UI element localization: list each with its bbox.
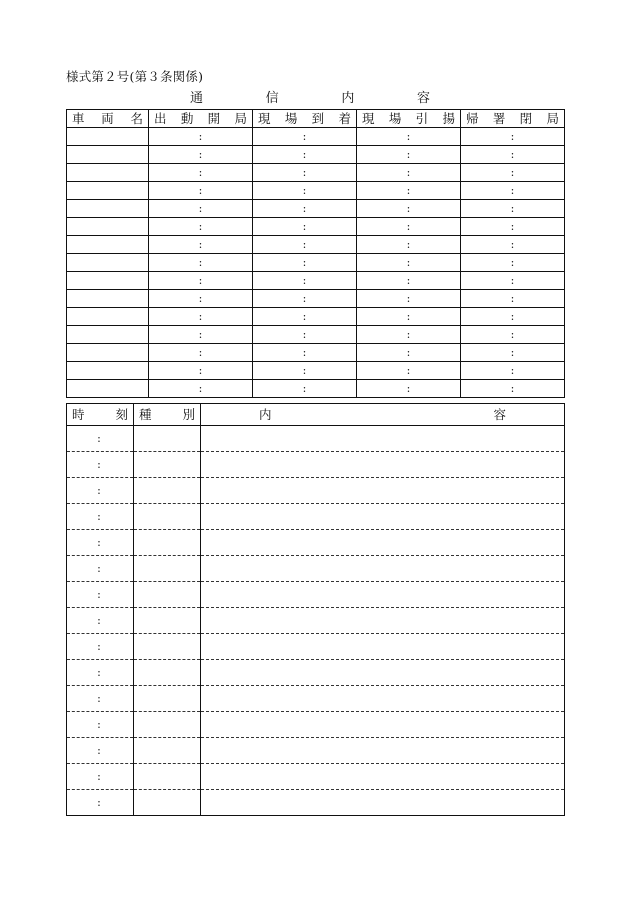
time-separator: : bbox=[510, 274, 515, 287]
time-cell[interactable] bbox=[461, 200, 565, 218]
vehicle-name-cell[interactable] bbox=[67, 182, 149, 200]
log-row bbox=[67, 478, 565, 504]
header-vehicle-name bbox=[67, 110, 149, 128]
time-separator: : bbox=[302, 166, 307, 179]
time-separator: : bbox=[97, 432, 101, 445]
header-char: 着 bbox=[338, 111, 351, 126]
time-separator: : bbox=[97, 484, 101, 497]
time-separator: : bbox=[198, 382, 203, 395]
time-cell[interactable] bbox=[149, 254, 253, 272]
log-time-cell[interactable] bbox=[67, 738, 134, 764]
time-cell[interactable] bbox=[357, 272, 461, 290]
time-cell[interactable] bbox=[357, 380, 461, 398]
time-separator: : bbox=[406, 166, 411, 179]
vehicle-name-cell[interactable] bbox=[67, 380, 149, 398]
time-separator: : bbox=[302, 346, 307, 359]
time-separator: : bbox=[406, 364, 411, 377]
log-row bbox=[67, 426, 565, 452]
vehicle-name-cell[interactable] bbox=[67, 254, 149, 272]
log-type-cell[interactable] bbox=[134, 634, 201, 660]
log-row bbox=[67, 582, 565, 608]
log-time-cell[interactable] bbox=[67, 530, 134, 556]
header-type bbox=[134, 404, 201, 426]
time-separator: : bbox=[302, 310, 307, 323]
time-separator: : bbox=[198, 238, 203, 251]
time-separator: : bbox=[198, 202, 203, 215]
time-separator: : bbox=[97, 510, 101, 523]
log-content-cell[interactable] bbox=[201, 504, 565, 530]
communication-log-table bbox=[66, 403, 565, 816]
time-cell[interactable] bbox=[149, 218, 253, 236]
time-cell[interactable] bbox=[357, 218, 461, 236]
header-char: 名 bbox=[130, 111, 143, 126]
log-content-cell[interactable] bbox=[201, 712, 565, 738]
time-cell[interactable] bbox=[461, 308, 565, 326]
log-time-cell[interactable] bbox=[67, 790, 134, 816]
time-separator: : bbox=[97, 692, 101, 705]
time-cell[interactable] bbox=[357, 290, 461, 308]
vehicle-name-cell[interactable] bbox=[67, 236, 149, 254]
time-separator: : bbox=[198, 346, 203, 359]
time-separator: : bbox=[97, 770, 101, 783]
log-type-cell[interactable] bbox=[134, 686, 201, 712]
time-separator: : bbox=[406, 310, 411, 323]
time-separator: : bbox=[302, 184, 307, 197]
log-row bbox=[67, 530, 565, 556]
time-separator: : bbox=[198, 148, 203, 161]
time-cell[interactable] bbox=[461, 146, 565, 164]
log-row bbox=[67, 504, 565, 530]
time-separator: : bbox=[97, 614, 101, 627]
time-separator: : bbox=[510, 220, 515, 233]
log-time-cell[interactable] bbox=[67, 426, 134, 452]
time-separator: : bbox=[198, 166, 203, 179]
time-cell[interactable] bbox=[149, 290, 253, 308]
time-cell[interactable] bbox=[461, 290, 565, 308]
time-cell[interactable] bbox=[253, 254, 357, 272]
time-cell[interactable] bbox=[357, 182, 461, 200]
time-cell[interactable] bbox=[357, 308, 461, 326]
log-row bbox=[67, 712, 565, 738]
log-type-cell[interactable] bbox=[134, 478, 201, 504]
header-dispatch-departure bbox=[149, 110, 253, 128]
time-separator: : bbox=[198, 256, 203, 269]
header-char: 時 bbox=[72, 407, 85, 422]
log-time-cell[interactable] bbox=[67, 504, 134, 530]
vehicle-row bbox=[67, 236, 565, 254]
time-separator: : bbox=[406, 148, 411, 161]
time-separator: : bbox=[302, 292, 307, 305]
time-separator: : bbox=[406, 382, 411, 395]
log-type-cell[interactable] bbox=[134, 738, 201, 764]
time-separator: : bbox=[510, 166, 515, 179]
time-separator: : bbox=[302, 274, 307, 287]
time-cell[interactable] bbox=[461, 254, 565, 272]
header-char: 両 bbox=[101, 111, 114, 126]
header-char: 帰 bbox=[466, 111, 479, 126]
vehicle-row bbox=[67, 182, 565, 200]
vehicle-name-cell[interactable] bbox=[67, 272, 149, 290]
time-separator: : bbox=[302, 364, 307, 377]
time-separator: : bbox=[510, 310, 515, 323]
log-row bbox=[67, 556, 565, 582]
header-scene-withdrawal bbox=[357, 110, 461, 128]
time-separator: : bbox=[302, 328, 307, 341]
log-row bbox=[67, 660, 565, 686]
time-cell[interactable] bbox=[461, 272, 565, 290]
header-char: 容 bbox=[493, 407, 506, 422]
vehicle-row bbox=[67, 326, 565, 344]
log-content-cell[interactable] bbox=[201, 660, 565, 686]
time-cell[interactable] bbox=[357, 236, 461, 254]
time-cell[interactable] bbox=[461, 182, 565, 200]
time-separator: : bbox=[406, 328, 411, 341]
log-type-cell[interactable] bbox=[134, 452, 201, 478]
vehicle-name-cell[interactable] bbox=[67, 128, 149, 146]
time-separator: : bbox=[97, 640, 101, 653]
time-cell[interactable] bbox=[253, 362, 357, 380]
time-separator: : bbox=[302, 382, 307, 395]
log-time-cell[interactable] bbox=[67, 660, 134, 686]
time-separator: : bbox=[198, 364, 203, 377]
time-cell[interactable] bbox=[357, 146, 461, 164]
time-separator: : bbox=[406, 256, 411, 269]
time-separator: : bbox=[406, 184, 411, 197]
time-cell[interactable] bbox=[149, 380, 253, 398]
header-char: 場 bbox=[284, 111, 298, 126]
vehicle-row bbox=[67, 290, 565, 308]
time-cell[interactable] bbox=[357, 344, 461, 362]
header-char: 動 bbox=[180, 111, 194, 126]
header-char: 揚 bbox=[442, 111, 455, 126]
time-separator: : bbox=[510, 148, 515, 161]
time-separator: : bbox=[302, 238, 307, 251]
time-separator: : bbox=[406, 130, 411, 143]
time-cell[interactable] bbox=[149, 308, 253, 326]
time-cell[interactable] bbox=[149, 344, 253, 362]
log-content-cell[interactable] bbox=[201, 764, 565, 790]
vehicle-name-cell[interactable] bbox=[67, 290, 149, 308]
log-content-cell[interactable] bbox=[201, 426, 565, 452]
time-cell[interactable] bbox=[149, 362, 253, 380]
time-separator: : bbox=[406, 274, 411, 287]
time-cell[interactable] bbox=[253, 236, 357, 254]
vehicle-row bbox=[67, 200, 565, 218]
time-separator: : bbox=[406, 238, 411, 251]
time-cell[interactable] bbox=[357, 326, 461, 344]
time-cell[interactable] bbox=[149, 182, 253, 200]
log-type-cell[interactable] bbox=[134, 504, 201, 530]
log-type-cell[interactable] bbox=[134, 426, 201, 452]
time-cell[interactable] bbox=[357, 200, 461, 218]
log-time-cell[interactable] bbox=[67, 452, 134, 478]
log-time-cell[interactable] bbox=[67, 764, 134, 790]
time-separator: : bbox=[97, 458, 101, 471]
time-separator: : bbox=[302, 256, 307, 269]
log-content-cell[interactable] bbox=[201, 686, 565, 712]
time-separator: : bbox=[510, 364, 515, 377]
time-cell[interactable] bbox=[253, 344, 357, 362]
vehicle-row bbox=[67, 362, 565, 380]
time-cell[interactable] bbox=[461, 218, 565, 236]
vehicle-row bbox=[67, 344, 565, 362]
header-char: 別 bbox=[182, 407, 195, 422]
time-cell[interactable] bbox=[253, 164, 357, 182]
vehicle-row bbox=[67, 164, 565, 182]
time-separator: : bbox=[198, 130, 203, 143]
vehicle-name-cell[interactable] bbox=[67, 218, 149, 236]
time-separator: : bbox=[406, 202, 411, 215]
header-char: 内 bbox=[259, 407, 272, 422]
title-char: 内 bbox=[341, 91, 355, 106]
time-cell[interactable] bbox=[149, 236, 253, 254]
header-char: 到 bbox=[311, 111, 325, 126]
time-separator: : bbox=[97, 536, 101, 549]
form-label: 様式第２号(第３条関係) bbox=[66, 69, 204, 84]
log-row bbox=[67, 634, 565, 660]
time-separator: : bbox=[198, 184, 203, 197]
vehicle-row bbox=[67, 272, 565, 290]
header-time bbox=[67, 404, 134, 426]
log-row bbox=[67, 764, 565, 790]
time-cell[interactable] bbox=[461, 128, 565, 146]
time-cell[interactable] bbox=[149, 146, 253, 164]
time-cell[interactable] bbox=[253, 128, 357, 146]
header-char: 現 bbox=[258, 111, 271, 126]
header-return-station bbox=[461, 110, 565, 128]
log-content-cell[interactable] bbox=[201, 634, 565, 660]
header-char: 刻 bbox=[115, 407, 128, 422]
log-row bbox=[67, 686, 565, 712]
log-type-cell[interactable] bbox=[134, 608, 201, 634]
header-char: 開 bbox=[207, 111, 221, 126]
time-separator: : bbox=[406, 220, 411, 233]
vehicle-name-cell[interactable] bbox=[67, 344, 149, 362]
time-separator: : bbox=[510, 130, 515, 143]
time-cell[interactable] bbox=[253, 380, 357, 398]
log-type-cell[interactable] bbox=[134, 582, 201, 608]
time-cell[interactable] bbox=[461, 344, 565, 362]
vehicle-name-cell[interactable] bbox=[67, 326, 149, 344]
log-time-cell[interactable] bbox=[67, 556, 134, 582]
time-separator: : bbox=[406, 346, 411, 359]
time-cell[interactable] bbox=[253, 218, 357, 236]
time-separator: : bbox=[97, 796, 101, 809]
time-cell[interactable] bbox=[253, 272, 357, 290]
time-cell[interactable] bbox=[253, 290, 357, 308]
time-separator: : bbox=[302, 202, 307, 215]
log-type-cell[interactable] bbox=[134, 764, 201, 790]
vehicle-name-cell[interactable] bbox=[67, 146, 149, 164]
time-separator: : bbox=[302, 130, 307, 143]
vehicle-row bbox=[67, 218, 565, 236]
time-separator: : bbox=[198, 220, 203, 233]
time-cell[interactable] bbox=[461, 326, 565, 344]
log-time-cell[interactable] bbox=[67, 686, 134, 712]
time-cell[interactable] bbox=[357, 362, 461, 380]
vehicle-name-cell[interactable] bbox=[67, 308, 149, 326]
time-separator: : bbox=[510, 256, 515, 269]
time-cell[interactable] bbox=[461, 164, 565, 182]
time-cell[interactable] bbox=[149, 200, 253, 218]
time-separator: : bbox=[97, 562, 101, 575]
time-cell[interactable] bbox=[461, 362, 565, 380]
header-char: 場 bbox=[388, 111, 402, 126]
time-separator: : bbox=[198, 310, 203, 323]
log-content-cell[interactable] bbox=[201, 582, 565, 608]
log-row bbox=[67, 738, 565, 764]
log-type-cell[interactable] bbox=[134, 660, 201, 686]
log-content-cell[interactable] bbox=[201, 556, 565, 582]
time-cell[interactable] bbox=[461, 236, 565, 254]
vehicle-row bbox=[67, 380, 565, 398]
vehicle-row bbox=[67, 308, 565, 326]
header-char: 引 bbox=[415, 111, 429, 126]
document-title bbox=[190, 87, 430, 106]
time-separator: : bbox=[198, 292, 203, 305]
vehicle-name-cell[interactable] bbox=[67, 164, 149, 182]
time-separator: : bbox=[97, 744, 101, 757]
time-separator: : bbox=[510, 382, 515, 395]
log-row bbox=[67, 452, 565, 478]
time-separator: : bbox=[510, 346, 515, 359]
log-time-cell[interactable] bbox=[67, 478, 134, 504]
vehicle-row bbox=[67, 146, 565, 164]
title-char: 信 bbox=[265, 91, 279, 106]
log-type-cell[interactable] bbox=[134, 712, 201, 738]
log-time-cell[interactable] bbox=[67, 712, 134, 738]
time-separator: : bbox=[97, 666, 101, 679]
log-type-cell[interactable] bbox=[134, 530, 201, 556]
vehicle-name-cell[interactable] bbox=[67, 200, 149, 218]
header-content bbox=[201, 404, 565, 426]
time-cell[interactable] bbox=[149, 326, 253, 344]
time-separator: : bbox=[97, 718, 101, 731]
time-separator: : bbox=[198, 274, 203, 287]
time-cell[interactable] bbox=[253, 200, 357, 218]
log-time-cell[interactable] bbox=[67, 608, 134, 634]
log-content-cell[interactable] bbox=[201, 452, 565, 478]
time-cell[interactable] bbox=[149, 272, 253, 290]
time-cell[interactable] bbox=[357, 164, 461, 182]
header-char: 局 bbox=[234, 111, 247, 126]
header-char: 出 bbox=[154, 111, 167, 126]
vehicle-name-cell[interactable] bbox=[67, 362, 149, 380]
time-separator: : bbox=[198, 328, 203, 341]
log-content-cell[interactable] bbox=[201, 738, 565, 764]
header-char: 車 bbox=[72, 111, 85, 126]
log-type-cell[interactable] bbox=[134, 790, 201, 816]
header-char: 現 bbox=[362, 111, 375, 126]
time-cell[interactable] bbox=[253, 326, 357, 344]
time-cell[interactable] bbox=[253, 182, 357, 200]
vehicle-time-table bbox=[66, 109, 565, 398]
log-time-cell[interactable] bbox=[67, 634, 134, 660]
log-row bbox=[67, 608, 565, 634]
vehicle-row bbox=[67, 128, 565, 146]
time-separator: : bbox=[510, 328, 515, 341]
time-separator: : bbox=[302, 220, 307, 233]
time-cell[interactable] bbox=[253, 308, 357, 326]
log-content-cell[interactable] bbox=[201, 608, 565, 634]
header-scene-arrival bbox=[253, 110, 357, 128]
log-content-cell[interactable] bbox=[201, 530, 565, 556]
time-separator: : bbox=[302, 148, 307, 161]
header-char: 閉 bbox=[519, 111, 533, 126]
vehicle-row bbox=[67, 254, 565, 272]
title-char: 通 bbox=[190, 91, 204, 106]
time-separator: : bbox=[510, 184, 515, 197]
log-content-cell[interactable] bbox=[201, 478, 565, 504]
header-char: 種 bbox=[139, 407, 152, 422]
log-row bbox=[67, 790, 565, 816]
title-char: 容 bbox=[416, 91, 430, 106]
time-separator: : bbox=[406, 292, 411, 305]
log-content-cell[interactable] bbox=[201, 790, 565, 816]
log-type-cell[interactable] bbox=[134, 556, 201, 582]
time-separator: : bbox=[510, 202, 515, 215]
time-separator: : bbox=[97, 588, 101, 601]
log-time-cell[interactable] bbox=[67, 582, 134, 608]
header-char: 局 bbox=[546, 111, 559, 126]
time-cell[interactable] bbox=[149, 128, 253, 146]
time-separator: : bbox=[510, 292, 515, 305]
header-char: 署 bbox=[492, 111, 506, 126]
time-cell[interactable] bbox=[149, 164, 253, 182]
time-cell[interactable] bbox=[253, 146, 357, 164]
time-cell[interactable] bbox=[461, 380, 565, 398]
time-cell[interactable] bbox=[357, 254, 461, 272]
time-separator: : bbox=[510, 238, 515, 251]
time-cell[interactable] bbox=[357, 128, 461, 146]
